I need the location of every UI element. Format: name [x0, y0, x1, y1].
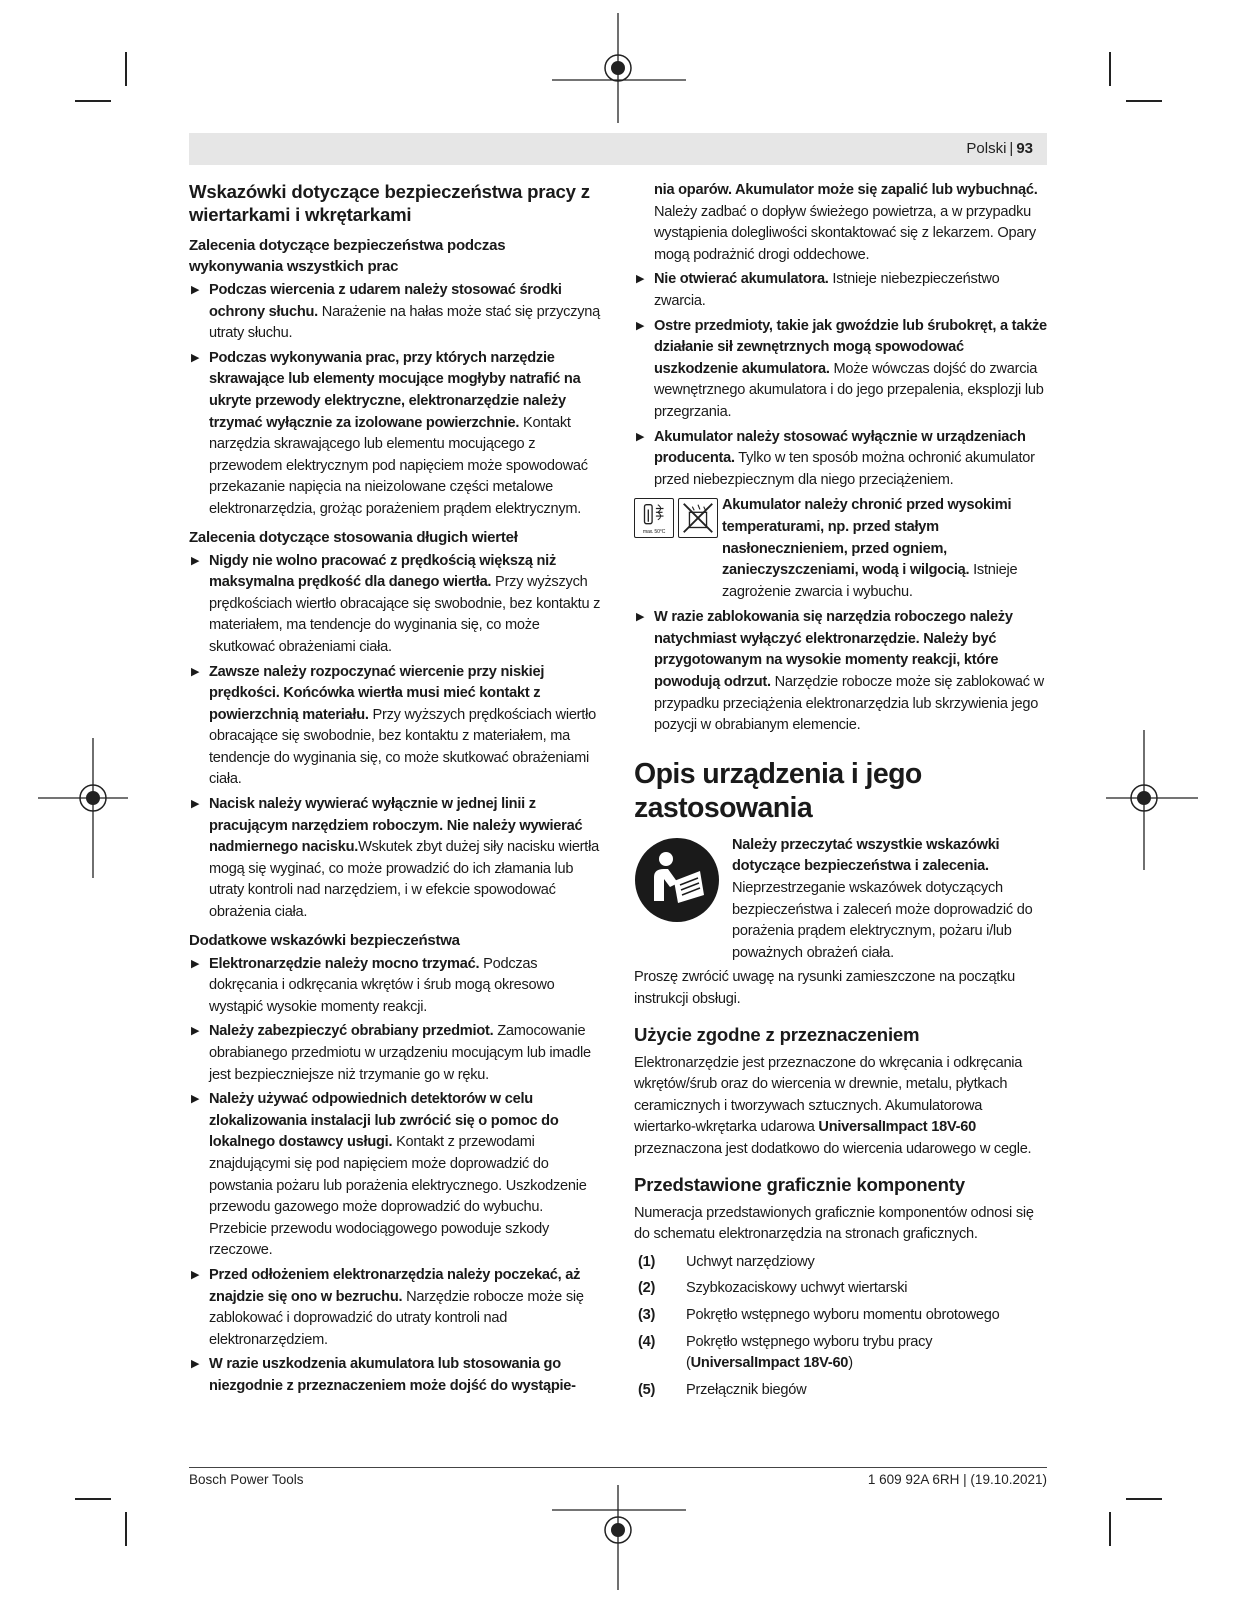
read-manual-text [732, 835, 1047, 965]
bullet-item [634, 427, 1047, 492]
crop-mark [125, 52, 127, 86]
bullet-item [189, 1354, 603, 1397]
component-name: Szybkozaciskowy uchwyt wiertarski [686, 1280, 908, 1297]
bullet-item [189, 794, 603, 924]
header-separator: | [1009, 140, 1014, 157]
header-language: Polski [966, 140, 1007, 157]
bullet-item [189, 954, 603, 1019]
bullet-bold: W razie zablokowania się narzędzia roboczego należy natychmiast wyłączyć elektronarzędzie. Należy być przygotowanym na wysokie momenty reakcji, które powodują odrzut. [654, 609, 1013, 691]
bullet-continuation [654, 180, 1047, 266]
bullet-bold: Nacisk należy wywierać wyłącznie w jednej linii z pracującym narzędziem roboczym. Nie należy wywierać nadmiernego nacisku. [209, 796, 583, 856]
bullet-text: Należy zadbać o dopływ świeżego powietrza, a w przypadku wystąpienia dolegliwości skontaktować się z lekarzem. Opary mogą podrażnić drogi oddechowe. [654, 203, 1036, 263]
no-water-icon [678, 498, 718, 538]
bullet-text: Narzędzie robocze może się zablokować w przypadku przeciążenia elektronarzędzia lub skrzywienia jego pozycji w obrabianym elemencie. [654, 674, 1044, 734]
bullet-text: Kontakt narzędzia skrawającego lub elementu mocującego z przewodem elektrycznym pod napięciem może spowodować przekazanie napięcia na nieizolowane części metalowe elektronarzędzia, grożąc porażeniem prądem elektrycznym. [209, 414, 588, 517]
components-list [634, 1252, 1047, 1402]
bullet-bold: W razie uszkodzenia akumulatora lub stosowania go niezgodnie z przeznaczeniem może dojść do wystąpie- [209, 1356, 576, 1394]
bullet-bold: Nigdy nie wolno pracować z prędkością większą niż maksymalna prędkość dla danego wiertła. [209, 552, 557, 591]
component-name: Uchwyt narzędziowy [686, 1253, 815, 1270]
component-item [634, 1278, 1047, 1300]
component-name: Przełącznik biegów [686, 1381, 807, 1398]
bullet-item [189, 348, 603, 521]
bullet-bold: Podczas wiercenia z udarem należy stosować środki ochrony słuchu. [209, 282, 562, 320]
bullet-text: Kontakt z przewodami znajdującymi się pod napięciem może doprowadzić do powstania pożaru lub porażenia elektrycznego. Uszkodzenie przewodu gazowego może doprowadzić do wybuchu. Przebicie przewodu wodociągowego powoduje szkody rzeczowe. [209, 1134, 587, 1259]
bullet-text: Istnieje niebezpieczeństwo zwarcia. [654, 271, 1000, 309]
bullet-text: Przy wyższych prędkościach wiertło obracające się swobodnie, bez kontaktu z materiałem, ma tendencje do wyginania się, co może skutkować obrażeniami ciała. [209, 574, 601, 655]
warning-bold: Akumulator należy chronić przed wysokimi temperaturami, np. przed stałym nasłonecznieniem, przed ogniem, zanieczyszczeniami, wodą i wilgocią. [722, 497, 1012, 579]
bullet-arrow-icon: ▶ [636, 611, 645, 624]
component-number: (4) [638, 1333, 656, 1350]
crop-mark [125, 1512, 127, 1546]
bullet-text: Przy wyższych prędkościach wiertło obracające się swobodnie, bez kontaktu z materiałem, ma tendencje do wyginania się, co może skutkować obrażeniami ciała. [209, 706, 596, 788]
bullet-text: Tylko w ten sposób można ochronić akumulator przed niebezpiecznym dla niego przeciążeniem. [654, 450, 1035, 488]
bullet-bold: Przed odłożeniem elektronarzędzia należy poczekać, aż znajdzie się ono w bezruchu. [209, 1266, 581, 1305]
use-text-2: przeznaczona jest dodatkowo do wiercenia udarowego w cegle. [634, 1140, 1032, 1157]
component-number: (1) [638, 1253, 656, 1270]
read-text: Nieprzestrzeganie wskazówek dotyczących bezpieczeństwa i zaleceń może doprowadzić do porażenia prądem elektrycznym, pożaru i/lub poważnych obrażeń ciała. [732, 880, 1033, 961]
bullet-text: Narażenie na hałas może stać się przyczyną utraty słuchu. [209, 303, 601, 342]
bullet-item [189, 551, 603, 659]
temperature-label: max. 50°C [642, 529, 666, 536]
read-manual-block [634, 835, 1047, 965]
component-name: Pokrętło wstępnego wyboru momentu obrotowego [686, 1306, 1000, 1323]
bullet-text: Zamocowanie obrabianego przedmiotu w urządzeniu mocującym lub imadle jest bezpieczniejsze niż trzymanie go w ręku. [209, 1023, 591, 1083]
bullet-bold: Podczas wykonywania prac, przy których narzędzie skrawające lub elementy mocujące mogłyby natrafić na ukryte przewody elektryczne, elektronarzędzie należy trzymać wyłącznie za izolowane powierzchnie. [209, 349, 581, 431]
bullet-arrow-icon: ▶ [191, 1268, 200, 1281]
bullet-item [189, 1265, 603, 1351]
bullet-arrow-icon: ▶ [636, 430, 645, 443]
bullet-arrow-icon: ▶ [191, 284, 200, 296]
safety-title: Wskazówki dotyczące bezpieczeństwa pracy z wiertarkami i wkrętarkami [189, 181, 590, 225]
bullet-text: Może wówczas dojść do zwarcia wewnętrznego akumulatora i do jego przepalenia, eksplozji lub przegrzania. [654, 360, 1044, 420]
component-item [634, 1305, 1047, 1327]
read-bold: Należy przeczytać wszystkie wskazówki dotyczące bezpieczeństwa i zalecenia. [732, 836, 1000, 875]
figures-note: Proszę zwrócić uwagę na rysunki zamieszczone na początku instrukcji obsługi. [634, 969, 1016, 1007]
use-model: UniversalImpact 18V-60 [818, 1119, 976, 1136]
component-item [634, 1252, 1047, 1274]
bullet-arrow-icon: ▶ [191, 798, 200, 811]
component-name-text: Pokrętło wstępnego wyboru trybu pracy [686, 1333, 933, 1350]
section-title: Opis urządzenia i jego zastosowania [634, 757, 922, 824]
bullet-arrow-icon: ▶ [636, 319, 645, 332]
left-column [189, 180, 603, 1401]
registration-mark-top [552, 13, 686, 123]
bullet-item [634, 269, 1047, 312]
subheading-long-bits: Zalecenia dotyczące stosowania długich wierteł [189, 528, 518, 546]
component-name [686, 1332, 1047, 1375]
crop-mark [1109, 1512, 1111, 1546]
crop-mark [1126, 1498, 1162, 1500]
bullet-text: Narzędzie robocze może się zablokować i doprowadzić do utraty kontroli nad elektronarzędziem. [209, 1288, 584, 1348]
bullet-arrow-icon: ▶ [191, 957, 200, 970]
bullet-arrow-icon: ▶ [191, 1358, 200, 1371]
bullet-arrow-icon: ▶ [191, 1093, 200, 1106]
bullet-item [634, 607, 1047, 737]
crop-mark [1126, 100, 1162, 102]
bullet-item [634, 316, 1047, 424]
bullet-bold: Zawsze należy rozpoczynać wiercenie przy niskiej prędkości. Końcówka wiertła musi mieć kontakt z powierzchnią materiału. [209, 663, 545, 723]
read-manual-icon [634, 837, 720, 923]
page-header [189, 133, 1047, 165]
read-manual-icon-wrap [634, 835, 732, 965]
component-number: (2) [638, 1280, 656, 1297]
bullet-bold: Nie otwierać akumulatora. [654, 271, 829, 288]
registration-mark-bottom [552, 1485, 686, 1590]
bullet-text: Podczas dokręcania i odkręcania wkrętów i śrub mogą okresowo wystąpić wysokie momenty reakcji. [209, 955, 555, 1015]
components-title: Przedstawione graficznie komponenty [634, 1173, 965, 1195]
component-item [634, 1332, 1047, 1375]
component-model-close: ) [848, 1355, 853, 1372]
bullet-arrow-icon: ▶ [191, 351, 200, 364]
bullet-bold: nia oparów. Akumulator może się zapalić lub wybuchnąć. [654, 182, 1038, 198]
temperature-warning-icon [634, 498, 674, 538]
page-number: 93 [1016, 140, 1033, 157]
intended-use-text [634, 1053, 1047, 1161]
right-column [634, 180, 1047, 1406]
subheading-additional: Dodatkowe wskazówki bezpieczeństwa [189, 931, 460, 949]
crop-mark [1109, 52, 1111, 86]
bullet-arrow-icon: ▶ [191, 554, 200, 567]
intended-use-title: Użycie zgodne z przeznaczeniem [634, 1023, 920, 1045]
footer-divider [189, 1467, 1047, 1468]
registration-mark-left [38, 738, 128, 878]
bullet-text: Wskutek zbyt dużej siły nacisku wiertła mogą się wyginać, co może prowadzić do ich złamania lub utraty kontroli nad narzędziem, i w efekcie spowodować obrażenia ciała. [209, 839, 599, 921]
components-intro: Numeracja przedstawionych graficznie komponentów odnosi się do schematu elektronarzędzia na stronach graficznych. [634, 1204, 1034, 1243]
bullet-item [189, 1089, 603, 1262]
bullet-bold: Należy zabezpieczyć obrabiany przedmiot. [209, 1023, 494, 1040]
bullet-arrow-icon: ▶ [191, 665, 200, 678]
crop-mark [75, 1498, 111, 1500]
component-number: (3) [638, 1306, 656, 1323]
crop-mark [75, 100, 111, 102]
bullet-arrow-icon: ▶ [636, 273, 645, 286]
bullet-item [189, 1021, 603, 1086]
bullet-item [189, 280, 603, 345]
registration-mark-right [1106, 730, 1198, 870]
battery-warning-block [634, 495, 1047, 603]
bullet-bold: Elektronarzędzie należy mocno trzymać. [209, 955, 480, 972]
bullet-bold: Akumulator należy stosować wyłącznie w urządzeniach producenta. [654, 428, 1026, 467]
warning-text: Istnieje zagrożenie zwarcia i wybuchu. [722, 562, 1018, 600]
bullet-bold: Ostre przedmioty, takie jak gwoździe lub śrubokręt, a także działanie sił zewnętrznych mogą spowodować uszkodzenie akumulatora. [654, 317, 1047, 377]
component-number: (5) [638, 1381, 656, 1398]
bullet-arrow-icon: ▶ [191, 1025, 200, 1038]
use-text-1: Elektronarzędzie jest przeznaczone do wkręcania i odkręcania wkrętów/śrub oraz do wiercenia w drewnie, metalu, płytkach ceramicznych i tworzywach sztucznych. Akumulatorowa wiertarko-wkrętarka udarowa [634, 1054, 1023, 1136]
component-model-open: ( [686, 1355, 691, 1372]
component-model: UniversalImpact 18V-60 [690, 1355, 849, 1372]
battery-warning-icons [634, 495, 722, 603]
bullet-item [189, 662, 603, 792]
subheading-all-work: Zalecenia dotyczące bezpieczeństwa podczas wykonywania wszystkich prac [189, 237, 506, 275]
battery-warning-text [722, 495, 1047, 603]
header-text [966, 140, 1033, 157]
footer-brand: Bosch Power Tools [189, 1472, 304, 1487]
component-item [634, 1380, 1047, 1402]
footer-doc-number: 1 609 92A 6RH | (19.10.2021) [867, 1472, 1047, 1487]
bullet-bold: Należy używać odpowiednich detektorów w celu zlokalizowania instalacji lub zwrócić się o pomoc do lokalnego dostawcy usługi. [209, 1091, 559, 1151]
